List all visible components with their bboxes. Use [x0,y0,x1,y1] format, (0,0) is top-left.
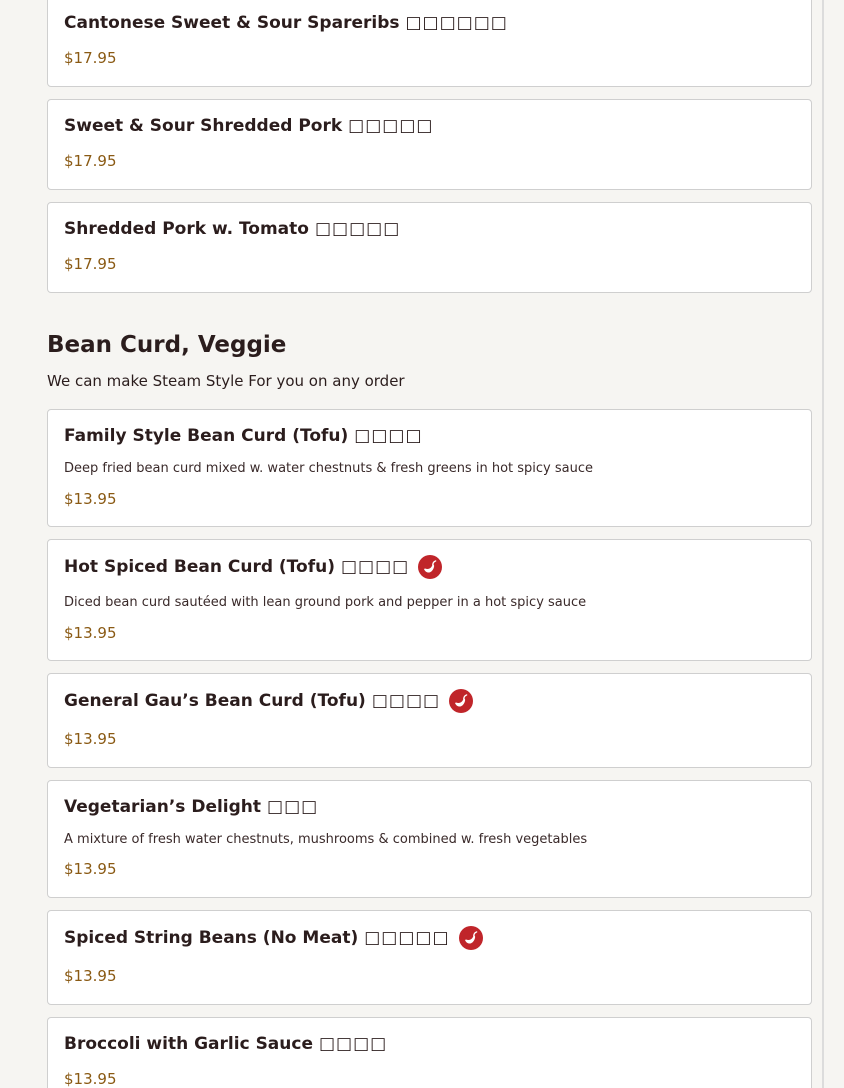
chili-pepper-icon [418,555,442,579]
menu-item-name [64,926,483,950]
menu-item-price: $17.95 [64,255,117,273]
menu-item-chinese-name: □□□ [267,797,319,817]
menu-item-chinese-name: □□□□ [371,691,441,711]
menu-item-name [64,114,433,138]
menu-item-chinese-name: □□□□□ [364,928,450,948]
menu-item-name [64,217,400,241]
menu-item-price: $13.95 [64,624,117,642]
menu-item-price: $13.95 [64,860,117,878]
menu-item-title: Family Style Bean Curd (Tofu) [64,426,349,446]
menu-item-card[interactable] [47,99,812,190]
menu-item-name [64,1032,387,1056]
menu-item-price: $13.95 [64,1070,117,1088]
menu-item-title: Spiced String Beans (No Meat) [64,928,359,948]
menu-item-card[interactable] [47,910,812,1005]
menu-item-chinese-name: □□□□□ [314,219,401,239]
menu-item-title: Shredded Pork w. Tomato [64,219,309,239]
menu-item-price: $17.95 [64,49,117,67]
menu-item-card[interactable] [47,0,812,87]
menu-item-chinese-name: □□□□ [354,426,423,446]
menu-item-card[interactable] [47,539,812,661]
menu-item-card[interactable] [47,673,812,768]
menu-item-description: A mixture of fresh water chestnuts, mushrooms & combined w. fresh vegetables [64,832,588,847]
menu-item-title: Sweet & Sour Shredded Pork [64,116,343,136]
menu-item-name [64,555,442,579]
menu-item-card[interactable] [47,1017,812,1088]
menu-item-description: Deep fried bean curd mixed w. water chestnuts & fresh greens in hot spicy sauce [64,461,593,476]
menu-item-title: General Gau’s Bean Curd (Tofu) [64,691,366,711]
menu-item-title: Vegetarian’s Delight [64,797,262,817]
section-title: Bean Curd, Veggie [47,332,287,358]
menu-item-chinese-name: □□□□□□ [405,13,508,33]
menu-item-description: Diced bean curd sautéed with lean ground pork and pepper in a hot spicy sauce [64,595,587,610]
menu-item-card[interactable] [47,202,812,293]
menu-item-name [64,689,473,713]
menu-item-price: $13.95 [64,730,117,748]
menu-item-chinese-name: □□□□ [319,1034,388,1054]
menu-item-name [64,424,423,448]
menu-item-title: Cantonese Sweet & Sour Spareribs [64,13,400,33]
menu-item-price: $17.95 [64,152,117,170]
menu-item-name [64,795,318,819]
menu-item-price: $13.95 [64,967,117,985]
section-subtitle: We can make Steam Style For you on any order [47,372,405,390]
chili-pepper-icon [459,926,483,950]
menu-item-name [64,11,508,35]
menu-item-title: Hot Spiced Bean Curd (Tofu) [64,557,335,577]
menu-item-chinese-name: □□□□ [340,557,410,577]
menu-item-card[interactable] [47,780,812,898]
chili-pepper-icon [449,689,473,713]
menu-item-price: $13.95 [64,490,117,508]
menu-item-chinese-name: □□□□□ [348,116,434,136]
page-right-border [822,0,824,1088]
menu-item-title: Broccoli with Garlic Sauce [64,1034,313,1054]
menu-item-card[interactable] [47,409,812,527]
